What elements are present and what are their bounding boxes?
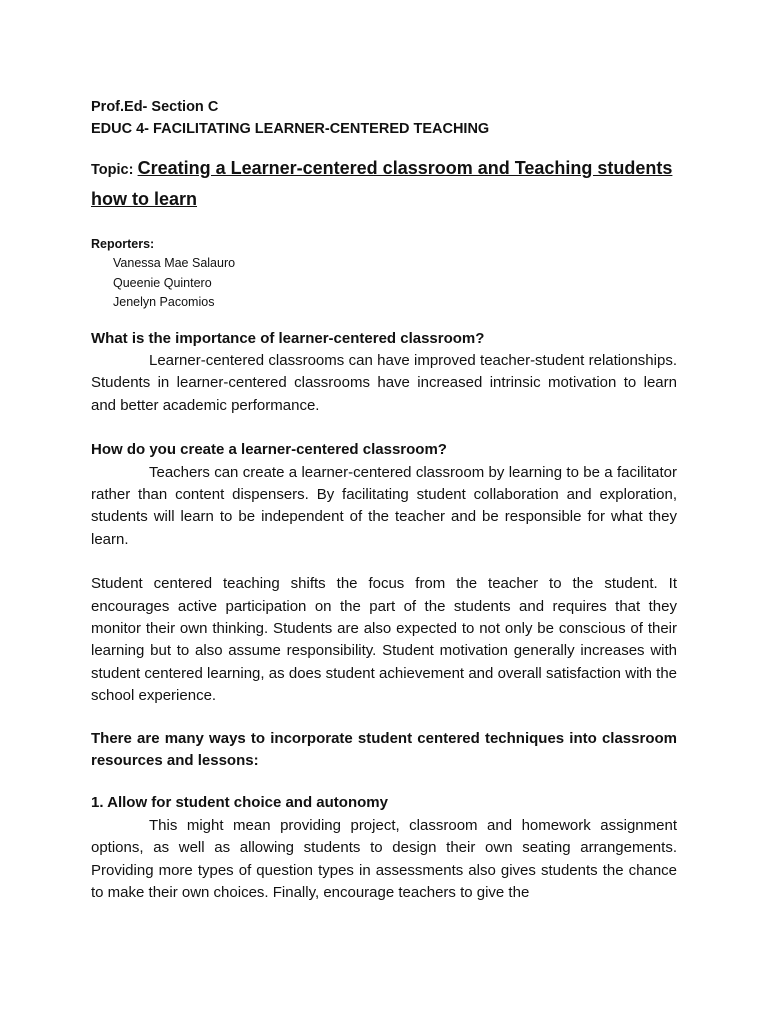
course-title: EDUC 4- FACILITATING LEARNER-CENTERED TEACHING (91, 121, 490, 137)
topic-label: Topic: (91, 162, 134, 178)
question-create: How do you create a learner-centered classroom? (91, 441, 447, 459)
answer-importance: Learner-centered classrooms can have improved teacher-student relationships. Students in learner-centered classrooms have increased intrinsic motivation to learn and better academic performance. (91, 351, 677, 414)
item-1-heading: 1. Allow for student choice and autonomy (91, 794, 388, 812)
section-label: Prof.Ed- Section C (91, 99, 219, 115)
reporter-name: Vanessa Mae Salauro (113, 256, 236, 270)
topic-line (91, 154, 677, 215)
reporters-label: Reporters: (91, 237, 155, 251)
topic-title: Creating a Learner-centered classroom and Teaching students how to learn (91, 158, 673, 209)
document-content (91, 96, 677, 904)
item-1-body: This might mean providing project, classroom and homework assignment options, as well as allowing students to design their own seating arrangements. Providing more types of question types in assessments also gives students the chance to make their own choices. Finally, encourage teachers to give the (91, 816, 677, 902)
question-importance: What is the importance of learner-centered classroom? (91, 329, 485, 347)
reporter-name: Jenelyn Pacomios (113, 295, 215, 309)
answer-create: Teachers can create a learner-centered classroom by learning to be a facilitator rather than content dispensers. By facilitating student collaboration and exploration, students will learn to be independent of the teacher and be responsible for what they learn. (91, 463, 677, 548)
student-centered-paragraph: Student centered teaching shifts the focus from the teacher to the student. It encourages active participation on the part of the students and requires that they monitor their own thinking. Students are also expected to not only be conscious of their learning but to also assume responsibility. Student motivation generally increases with student centered learning, as does student achievement and overall satisfaction with the school experience. (91, 575, 677, 705)
reporter-name: Queenie Quintero (113, 275, 212, 290)
ways-intro: There are many ways to incorporate student centered techniques into classroom resources and lessons: (91, 729, 677, 769)
